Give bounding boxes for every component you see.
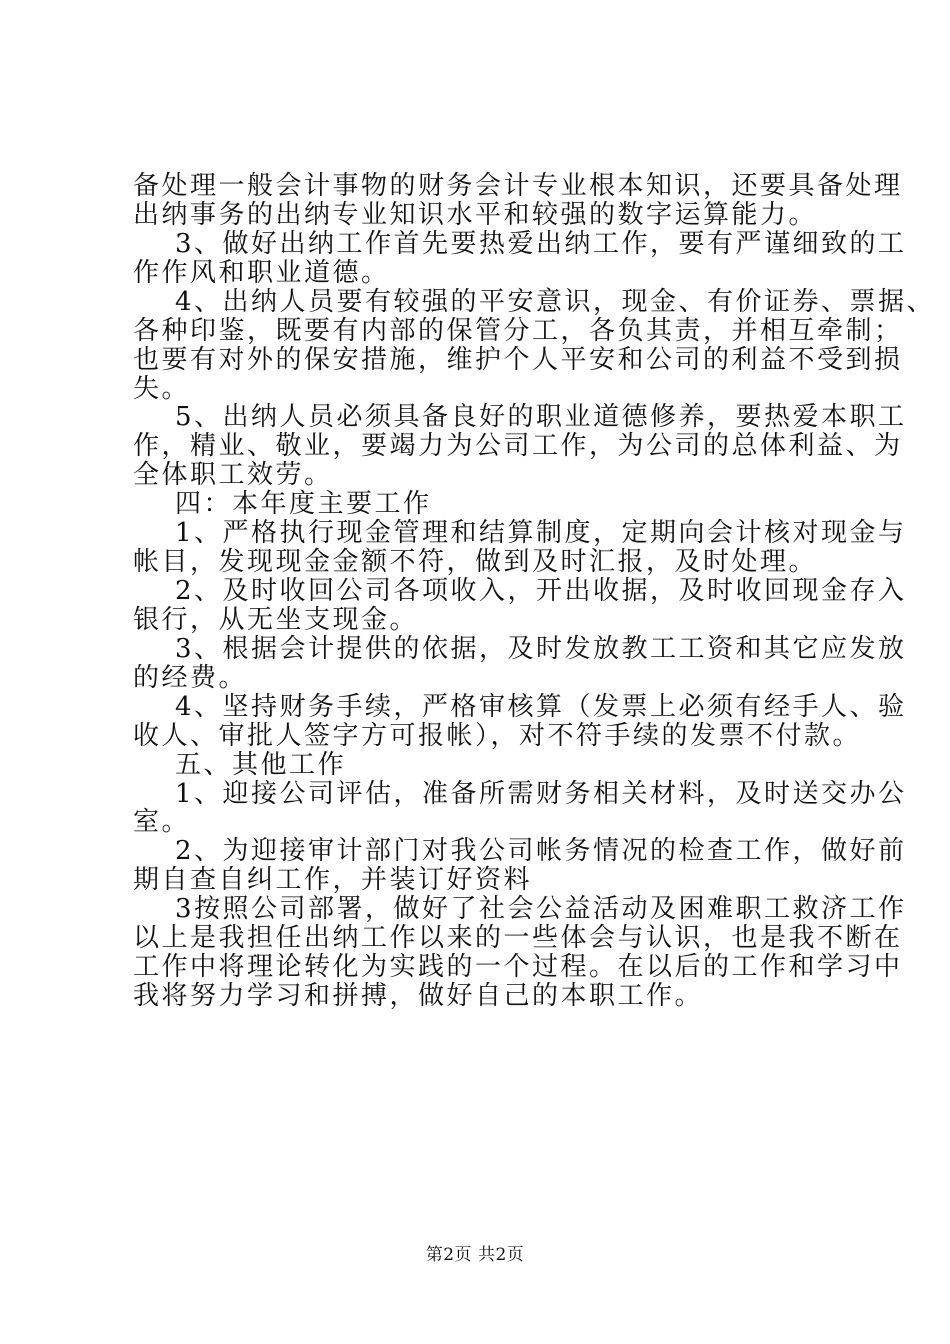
text-line: 出纳事务的出纳专业知识水平和较强的数字运算能力。 [133, 199, 818, 230]
text-line: 4、坚持财务手续，严格审核算（发票上必须有经手人、验 [175, 691, 907, 722]
text-line: 银行，从无坐支现金。 [133, 604, 419, 635]
text-line: 四：本年度主要工作 [175, 489, 432, 520]
text-line: 以上是我担任出纳工作以来的一些体会与认识，也是我不断在 [133, 923, 903, 954]
text-line: 五、其他工作 [175, 749, 347, 780]
text-line: 作，精业、敬业，要竭力为公司工作，为公司的总体利益、为 [133, 431, 903, 462]
text-line: 作作风和职业道德。 [133, 257, 390, 288]
text-line: 工作中将理论转化为实践的一个过程。在以后的工作和学习中 [133, 952, 903, 983]
text-line: 也要有对外的保安措施，维护个人平安和公司的利益不受到损 [133, 344, 903, 375]
text-line: 3按照公司部署，做好了社会公益活动及困难职工救济工作 [175, 894, 907, 925]
text-line: 3、根据会计提供的依据，及时发放教工工资和其它应发放 [175, 633, 907, 664]
text-line: 室。 [133, 807, 191, 838]
text-line: 失。 [133, 373, 191, 404]
text-line: 帐目，发现现金金额不符，做到及时汇报，及时处理。 [133, 547, 818, 578]
text-line: 期自查自纠工作，并装订好资料 [133, 865, 533, 896]
page-footer: 第2页 共2页 [425, 1245, 525, 1265]
text-line: 各种印鉴，既要有内部的保管分工，各负其责，并相互牵制； [133, 315, 903, 346]
text-line: 备处理一般会计事物的财务会计专业根本知识，还要具备处理 [133, 171, 903, 201]
text-line: 1、迎接公司评估，准备所需财务相关材料，及时送交办公 [175, 778, 907, 809]
text-line: 5、出纳人员必须具备良好的职业道德修养，要热爱本职工 [175, 402, 907, 433]
text-line: 2、及时收回公司各项收入，开出收据，及时收回现金存入 [175, 576, 907, 607]
text-line: 4、出纳人员要有较强的平安意识，现金、有价证券、票据、 [175, 286, 936, 317]
text-line: 的经费。 [133, 662, 248, 693]
text-line: 全体职工效劳。 [133, 460, 333, 491]
text-line: 3、做好出纳工作首先要热爱出纳工作，要有严谨细致的工 [175, 228, 907, 259]
text-line: 收人、审批人签字方可报帐），对不符手续的发票不付款。 [133, 720, 862, 751]
text-line: 1、严格执行现金管理和结算制度，定期向会计核对现金与 [175, 518, 907, 549]
text-line: 我将努力学习和拼搏，做好自己的本职工作。 [133, 981, 704, 1012]
text-line: 2、为迎接审计部门对我公司帐务情况的检查工作，做好前 [175, 836, 907, 867]
